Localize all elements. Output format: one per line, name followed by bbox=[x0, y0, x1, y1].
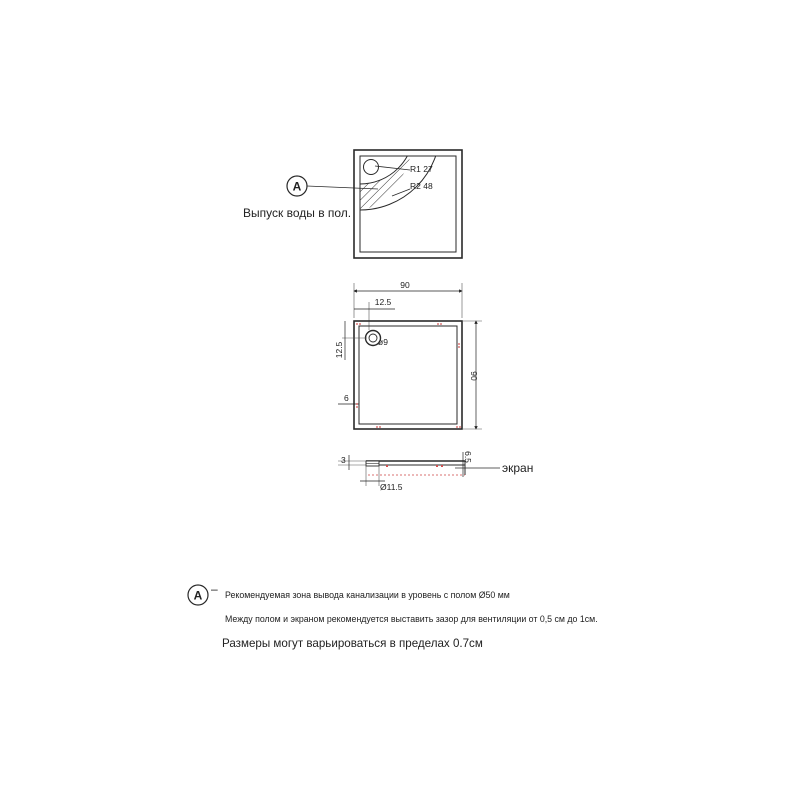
label-r1: R1 27 bbox=[410, 164, 433, 174]
section-view bbox=[338, 451, 533, 492]
drain-zone-arc-r1 bbox=[360, 130, 414, 184]
legend bbox=[188, 582, 218, 605]
dim-height-left-label: 3 bbox=[341, 455, 346, 465]
drain-caption: Выпуск воды в пол. bbox=[243, 206, 352, 220]
note-ventilation-gap: Между полом и экраном рекомендуется выставить зазор для вентиляции от 0,5 см до 1см. bbox=[225, 614, 598, 624]
legend-dash: – bbox=[211, 582, 218, 596]
dim-offset-y-label: 12.5 bbox=[334, 341, 344, 359]
note-drain-zone: Рекомендуемая зона вывода канализации в уровень с полом Ø50 мм bbox=[225, 590, 510, 600]
top-view bbox=[243, 130, 462, 258]
plan-view bbox=[334, 280, 482, 429]
dim-offset-x-label: 12.5 bbox=[374, 297, 392, 307]
callout-letter: A bbox=[292, 179, 302, 194]
plan-drain-inner bbox=[369, 334, 377, 342]
screen-label: экран bbox=[502, 461, 534, 475]
dim-outlet-label: Ø11.5 bbox=[380, 482, 403, 492]
dim-depth-label: 90 bbox=[469, 371, 479, 381]
dim-rim-label: 6 bbox=[344, 393, 349, 403]
note-tolerance: Размеры могут варьироваться в пределах 0.7см bbox=[222, 637, 483, 650]
legend-letter: A bbox=[193, 588, 203, 603]
drain-diameter-label: ø9 bbox=[378, 337, 388, 347]
dim-width-label: 90 bbox=[400, 280, 410, 290]
drain-hole bbox=[364, 160, 379, 175]
label-r2: R2 48 bbox=[410, 181, 433, 191]
dim-height-right-label: 6.5 bbox=[463, 451, 473, 463]
